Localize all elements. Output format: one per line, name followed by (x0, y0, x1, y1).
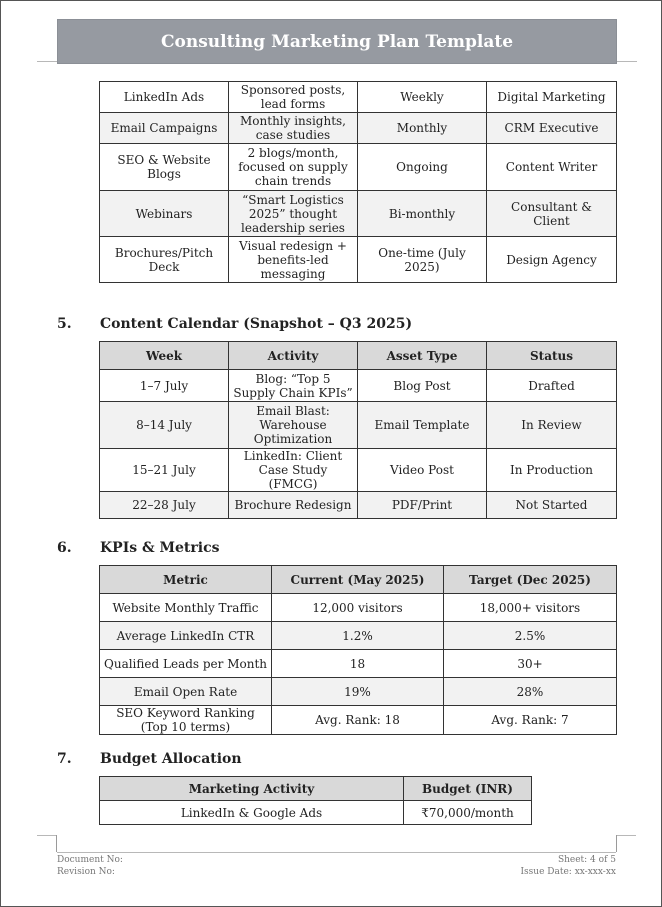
table-cell: Average LinkedIn CTR (100, 622, 272, 650)
table-cell: Not Started (487, 492, 617, 519)
table-row (100, 370, 617, 402)
column-header: Current (May 2025) (272, 566, 444, 594)
table-row (100, 622, 617, 650)
table-cell: Video Post (358, 449, 487, 492)
table-cell: SEO Keyword Ranking (Top 10 terms) (100, 706, 272, 735)
column-header: Target (Dec 2025) (444, 566, 617, 594)
table-row (100, 650, 617, 678)
table-row (100, 801, 532, 825)
table-cell: Email Open Rate (100, 678, 272, 706)
table-cell: ₹70,000/month (404, 801, 532, 825)
table-row (100, 191, 617, 237)
table-cell: LinkedIn & Google Ads (100, 801, 404, 825)
table-row (100, 678, 617, 706)
footer-rule (57, 852, 616, 853)
issue-date: Issue Date: xx-xxx-xx (520, 867, 616, 877)
table-cell: 8–14 July (100, 402, 229, 449)
column-header: Budget (INR) (404, 777, 532, 801)
footer-tick-left (56, 835, 57, 852)
table-row (100, 706, 617, 735)
table-cell: 18 (272, 650, 444, 678)
table-row (100, 144, 617, 191)
table-cell: Blog: “Top 5 Supply Chain KPIs” (229, 370, 358, 402)
table-cell: Monthly insights, case studies (229, 113, 358, 144)
table-cell: 19% (272, 678, 444, 706)
table-cell: Digital Marketing (487, 82, 617, 113)
table-cell: SEO & Website Blogs (100, 144, 229, 191)
table-cell: Content Writer (487, 144, 617, 191)
table-cell: LinkedIn: Client Case Study (FMCG) (229, 449, 358, 492)
table-cell: Brochure Redesign (229, 492, 358, 519)
table-cell: Consultant & Client (487, 191, 617, 237)
table-cell: 2 blogs/month, focused on supply chain trends (229, 144, 358, 191)
table-cell: In Review (487, 402, 617, 449)
column-header: Week (100, 342, 229, 370)
table-row (100, 402, 617, 449)
table-cell: CRM Executive (487, 113, 617, 144)
table-cell: Website Monthly Traffic (100, 594, 272, 622)
table-cell: Visual redesign + benefits-led messaging (229, 237, 358, 283)
document-header (57, 19, 617, 64)
table-cell: Blog Post (358, 370, 487, 402)
table-cell: 28% (444, 678, 617, 706)
channels-table (99, 81, 617, 283)
table-cell: LinkedIn Ads (100, 82, 229, 113)
table-cell: 30+ (444, 650, 617, 678)
section-number: 7. (57, 751, 72, 767)
table-cell: Ongoing (358, 144, 487, 191)
table-cell: Monthly (358, 113, 487, 144)
table-cell: 12,000 visitors (272, 594, 444, 622)
table-row (100, 594, 617, 622)
table-row (100, 237, 617, 283)
kpi-metrics-table (99, 565, 617, 735)
table-cell: PDF/Print (358, 492, 487, 519)
table-cell: Avg. Rank: 18 (272, 706, 444, 735)
table-cell: Weekly (358, 82, 487, 113)
table-cell: 1.2% (272, 622, 444, 650)
sheet-number: Sheet: 4 of 5 (557, 855, 616, 865)
table-cell: “Smart Logistics 2025” thought leadership series (229, 191, 358, 237)
content-calendar-table (99, 341, 617, 519)
column-header: Status (487, 342, 617, 370)
footer-rule-top (37, 835, 57, 836)
budget-table (99, 776, 532, 825)
table-cell: 22–28 July (100, 492, 229, 519)
section-title: Budget Allocation (100, 751, 242, 767)
table-header-row (100, 566, 617, 594)
table-cell: Avg. Rank: 7 (444, 706, 617, 735)
table-cell: In Production (487, 449, 617, 492)
table-cell: Email Blast: Warehouse Optimization (229, 402, 358, 449)
table-header-row (100, 342, 617, 370)
document-number: Document No: (57, 855, 123, 865)
column-header: Asset Type (358, 342, 487, 370)
section-title: Content Calendar (Snapshot – Q3 2025) (100, 316, 413, 332)
table-cell: Webinars (100, 191, 229, 237)
table-cell: 2.5% (444, 622, 617, 650)
document-title: Consulting Marketing Plan Template (160, 31, 514, 52)
table-cell: Drafted (487, 370, 617, 402)
revision-number: Revision No: (57, 867, 115, 877)
section-number: 6. (57, 540, 72, 556)
table-row (100, 82, 617, 113)
table-cell: One-time (July 2025) (358, 237, 487, 283)
section-number: 5. (57, 316, 72, 332)
table-cell: 15–21 July (100, 449, 229, 492)
column-header: Marketing Activity (100, 777, 404, 801)
table-cell: Sponsored posts, lead forms (229, 82, 358, 113)
table-cell: Qualified Leads per Month (100, 650, 272, 678)
footer-right (521, 854, 617, 878)
table-cell: Bi-monthly (358, 191, 487, 237)
table-cell: Brochures/Pitch Deck (100, 237, 229, 283)
footer-rule-top-right (616, 835, 636, 836)
column-header: Activity (229, 342, 358, 370)
footer-tick-right (616, 835, 617, 852)
table-header-row (100, 777, 532, 801)
table-row (100, 113, 617, 144)
table-row (100, 492, 617, 519)
table-cell: Email Template (358, 402, 487, 449)
table-cell: Email Campaigns (100, 113, 229, 144)
table-row (100, 449, 617, 492)
column-header: Metric (100, 566, 272, 594)
table-cell: Design Agency (487, 237, 617, 283)
table-cell: 18,000+ visitors (444, 594, 617, 622)
section-title: KPIs & Metrics (100, 540, 220, 556)
footer-left (57, 854, 123, 878)
table-cell: 1–7 July (100, 370, 229, 402)
